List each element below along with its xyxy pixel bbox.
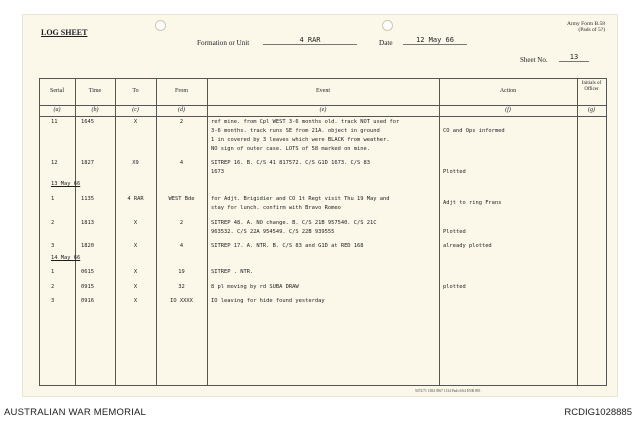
- cell-from: IO XXXX: [170, 298, 193, 304]
- cell-from: 19: [178, 269, 185, 275]
- cell-action: already plotted: [443, 243, 492, 249]
- subheader-action: (f): [505, 107, 511, 113]
- subheader-serial: (a): [53, 107, 61, 113]
- cell-event-line: 3-6 months. track runs SE from 21A. object in ground: [211, 128, 380, 134]
- cell-serial: 2: [51, 220, 55, 226]
- cell-action: CO and Ops informed: [443, 128, 505, 134]
- cell-from: 2: [179, 220, 184, 226]
- table-border: [39, 78, 607, 79]
- punch-hole: [382, 20, 393, 31]
- header-from: From: [174, 88, 188, 94]
- cell-time: 1827: [81, 160, 94, 166]
- cell-from: 4: [179, 243, 184, 249]
- subheader-event: (e): [319, 107, 327, 113]
- cell-time: 0915: [81, 284, 94, 290]
- cell-event-line: IO leaving for hide found yesterday: [211, 298, 325, 304]
- date-value: 12 May 66: [403, 36, 467, 45]
- print-reference: 5072/71 1384 3967 1134 Pads 6/64 ENR 095: [415, 389, 481, 393]
- cell-serial: 1: [51, 269, 55, 275]
- header-divider: [39, 116, 607, 117]
- archive-id: RCDIG1028885: [564, 407, 632, 418]
- cell-from: 32: [178, 284, 185, 290]
- cell-from: 4: [179, 160, 184, 166]
- date-header: 14 May 66: [51, 255, 81, 261]
- cell-event-line: 1 in covered by 3 leaves which were BLACK from weather.: [211, 137, 390, 143]
- cell-event-line: for Adjt. Brigidier and CO 1t Regt visit Thu 19 May and: [211, 196, 390, 202]
- cell-action: plotted: [443, 284, 466, 290]
- cell-event-line: 963532. C/S 22A 954549. C/S 22B 939555: [211, 229, 335, 235]
- document-title: LOG SHEET: [41, 28, 88, 37]
- column-divider: [577, 78, 578, 385]
- cell-event-line: SITREP 16. B. C/S 41 817572. C/S G1D 1673. C/S 83: [211, 160, 371, 166]
- cell-serial: 2: [51, 284, 55, 290]
- subheader-time: (b): [91, 107, 99, 113]
- cell-to: X: [133, 298, 138, 304]
- cell-event-line: SITREP 17. A. NTR. B. C/S 83 and G1D at RED 168: [211, 243, 364, 249]
- formation-label: Formation or Unit: [197, 39, 250, 47]
- cell-to: X: [133, 243, 138, 249]
- form-reference: Army Form B.58 (Pads of 5?): [566, 21, 605, 33]
- cell-action: Plotted: [443, 169, 466, 175]
- header-divider: [39, 105, 607, 106]
- cell-event-line: SITREP 48. A. NO change. B. C/S 21B 957540. C/S 21C: [211, 220, 377, 226]
- table-border: [39, 385, 607, 386]
- subheader-initials: (g): [588, 107, 595, 113]
- cell-action: Plotted: [443, 229, 466, 235]
- cell-action: Adjt to ring Frans: [443, 200, 502, 206]
- cell-time: 0916: [81, 298, 94, 304]
- cell-event-line: 8 pl moving by rd SUBA DRAW: [211, 284, 299, 290]
- archive-watermark: AUSTRALIAN WAR MEMORIAL: [4, 407, 147, 418]
- cell-time: 1645: [81, 119, 94, 125]
- date-label: Date: [379, 39, 393, 47]
- punch-hole: [155, 20, 166, 31]
- cell-serial: 11: [51, 119, 58, 125]
- subheader-from: (d): [178, 107, 185, 113]
- cell-time: 0615: [81, 269, 94, 275]
- cell-to: X: [133, 269, 138, 275]
- date-header: 13 May 66: [51, 181, 81, 187]
- cell-from: 2: [179, 119, 184, 125]
- header-event: Event: [316, 88, 330, 94]
- cell-event-line: NO sign of outer case. LOTS of 58 marked on mine.: [211, 146, 371, 152]
- formation-value: 4 RAR: [263, 36, 357, 45]
- column-divider: [75, 78, 76, 385]
- cell-time: 1813: [81, 220, 94, 226]
- column-divider: [207, 78, 208, 385]
- header-initials: Initials of Officer: [581, 81, 602, 92]
- cell-to: X: [133, 284, 138, 290]
- cell-to: 4 RAR: [127, 196, 144, 202]
- cell-serial: 12: [51, 160, 58, 166]
- cell-event-line: 1673: [211, 169, 224, 175]
- log-sheet: [22, 14, 618, 397]
- log-table: [39, 78, 607, 385]
- subheader-to: (c): [132, 107, 139, 113]
- header-to: To: [132, 88, 139, 94]
- cell-event-line: stay for lunch. confirm with Bravo Romeo: [211, 205, 341, 211]
- cell-time: 1135: [81, 196, 94, 202]
- cell-time: 1820: [81, 243, 94, 249]
- cell-to: X: [133, 119, 138, 125]
- cell-serial: 3: [51, 298, 55, 304]
- column-divider: [39, 78, 40, 385]
- column-divider: [606, 78, 607, 385]
- cell-to: X9: [132, 160, 139, 166]
- cell-from: WEST Bde: [168, 196, 195, 202]
- cell-event-line: SITREP . NTR.: [211, 269, 254, 275]
- header-time: Time: [88, 88, 102, 94]
- sheet-number-label: Sheet No.: [520, 56, 548, 64]
- cell-serial: 3: [51, 243, 55, 249]
- sheet-number-value: 13: [559, 53, 589, 62]
- column-divider: [439, 78, 440, 385]
- header-serial: Serial: [50, 88, 64, 94]
- cell-to: X: [133, 220, 138, 226]
- cell-event-line: ref mine. from Cpl WEST 3-6 months old. track NOT used for: [211, 119, 400, 125]
- header-action: Action: [499, 88, 517, 94]
- cell-serial: 1: [51, 196, 55, 202]
